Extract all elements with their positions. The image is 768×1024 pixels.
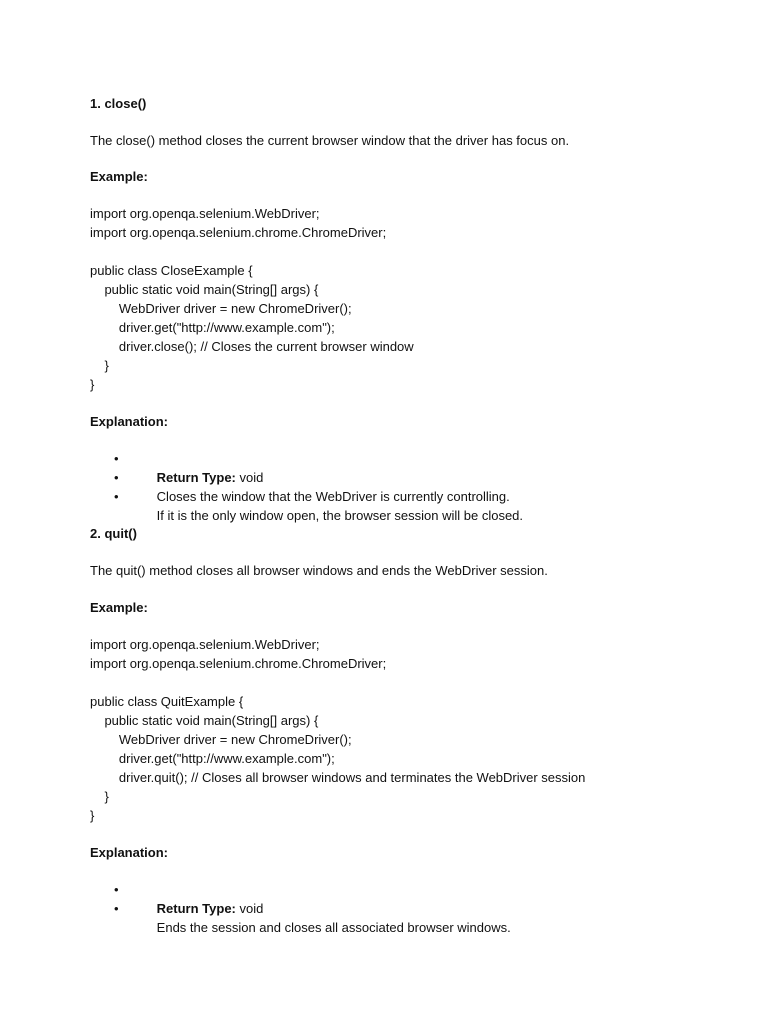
code-line: import org.openqa.selenium.chrome.ChromeDriver; xyxy=(90,225,387,240)
bullet-icon: • xyxy=(114,489,119,504)
section-description: The close() method closes the current browser window that the driver has focus on. xyxy=(90,133,570,148)
bullet-icon: • xyxy=(114,882,119,897)
code-line: } xyxy=(90,808,95,823)
code-line: } xyxy=(90,789,109,804)
code-line: driver.get("http://www.example.com"); xyxy=(90,751,335,766)
section-heading: 1. close() xyxy=(90,96,147,111)
list-item-label: Return Type: xyxy=(156,470,236,485)
explanation-list xyxy=(90,449,524,523)
code-line: driver.get("http://www.example.com"); xyxy=(90,320,335,335)
code-line: } xyxy=(90,377,95,392)
example-label: Example: xyxy=(90,600,148,615)
code-line: WebDriver driver = new ChromeDriver(); xyxy=(90,732,352,747)
code-line: public static void main(String[] args) { xyxy=(90,713,319,728)
list-item-text: Closes the window that the WebDriver is currently controlling. xyxy=(156,489,510,504)
list-item xyxy=(90,449,523,485)
list-item-text: void xyxy=(235,470,264,485)
section-description: The quit() method closes all browser windows and ends the WebDriver session. xyxy=(90,563,548,578)
list-item-label: Return Type: xyxy=(156,901,236,916)
code-line: driver.close(); // Closes the current browser window xyxy=(90,339,414,354)
list-item-text: void xyxy=(235,901,264,916)
explanation-label: Explanation: xyxy=(90,414,169,429)
bullet-icon: • xyxy=(114,451,119,466)
code-line: import org.openqa.selenium.chrome.ChromeDriver; xyxy=(90,656,387,671)
code-line: WebDriver driver = new ChromeDriver(); xyxy=(90,301,352,316)
list-item xyxy=(90,899,511,935)
list-item xyxy=(90,468,523,504)
example-label: Example: xyxy=(90,169,148,184)
code-line: driver.quit(); // Closes all browser windows and terminates the WebDriver session xyxy=(90,770,586,785)
code-line: import org.openqa.selenium.WebDriver; xyxy=(90,637,320,652)
list-item-text: If it is the only window open, the browser session will be closed. xyxy=(156,508,524,523)
code-line: public class CloseExample { xyxy=(90,263,253,278)
list-item-text: Ends the session and closes all associated browser windows. xyxy=(156,920,511,935)
bullet-icon: • xyxy=(114,470,119,485)
explanation-list xyxy=(90,880,511,935)
code-line: } xyxy=(90,358,109,373)
explanation-label: Explanation: xyxy=(90,845,169,860)
code-line: public static void main(String[] args) { xyxy=(90,282,319,297)
code-line: public class QuitExample { xyxy=(90,694,244,709)
list-item xyxy=(90,880,511,916)
code-line: import org.openqa.selenium.WebDriver; xyxy=(90,206,320,221)
section-heading: 2. quit() xyxy=(90,526,137,541)
bullet-icon: • xyxy=(114,901,119,916)
list-item xyxy=(90,487,524,523)
